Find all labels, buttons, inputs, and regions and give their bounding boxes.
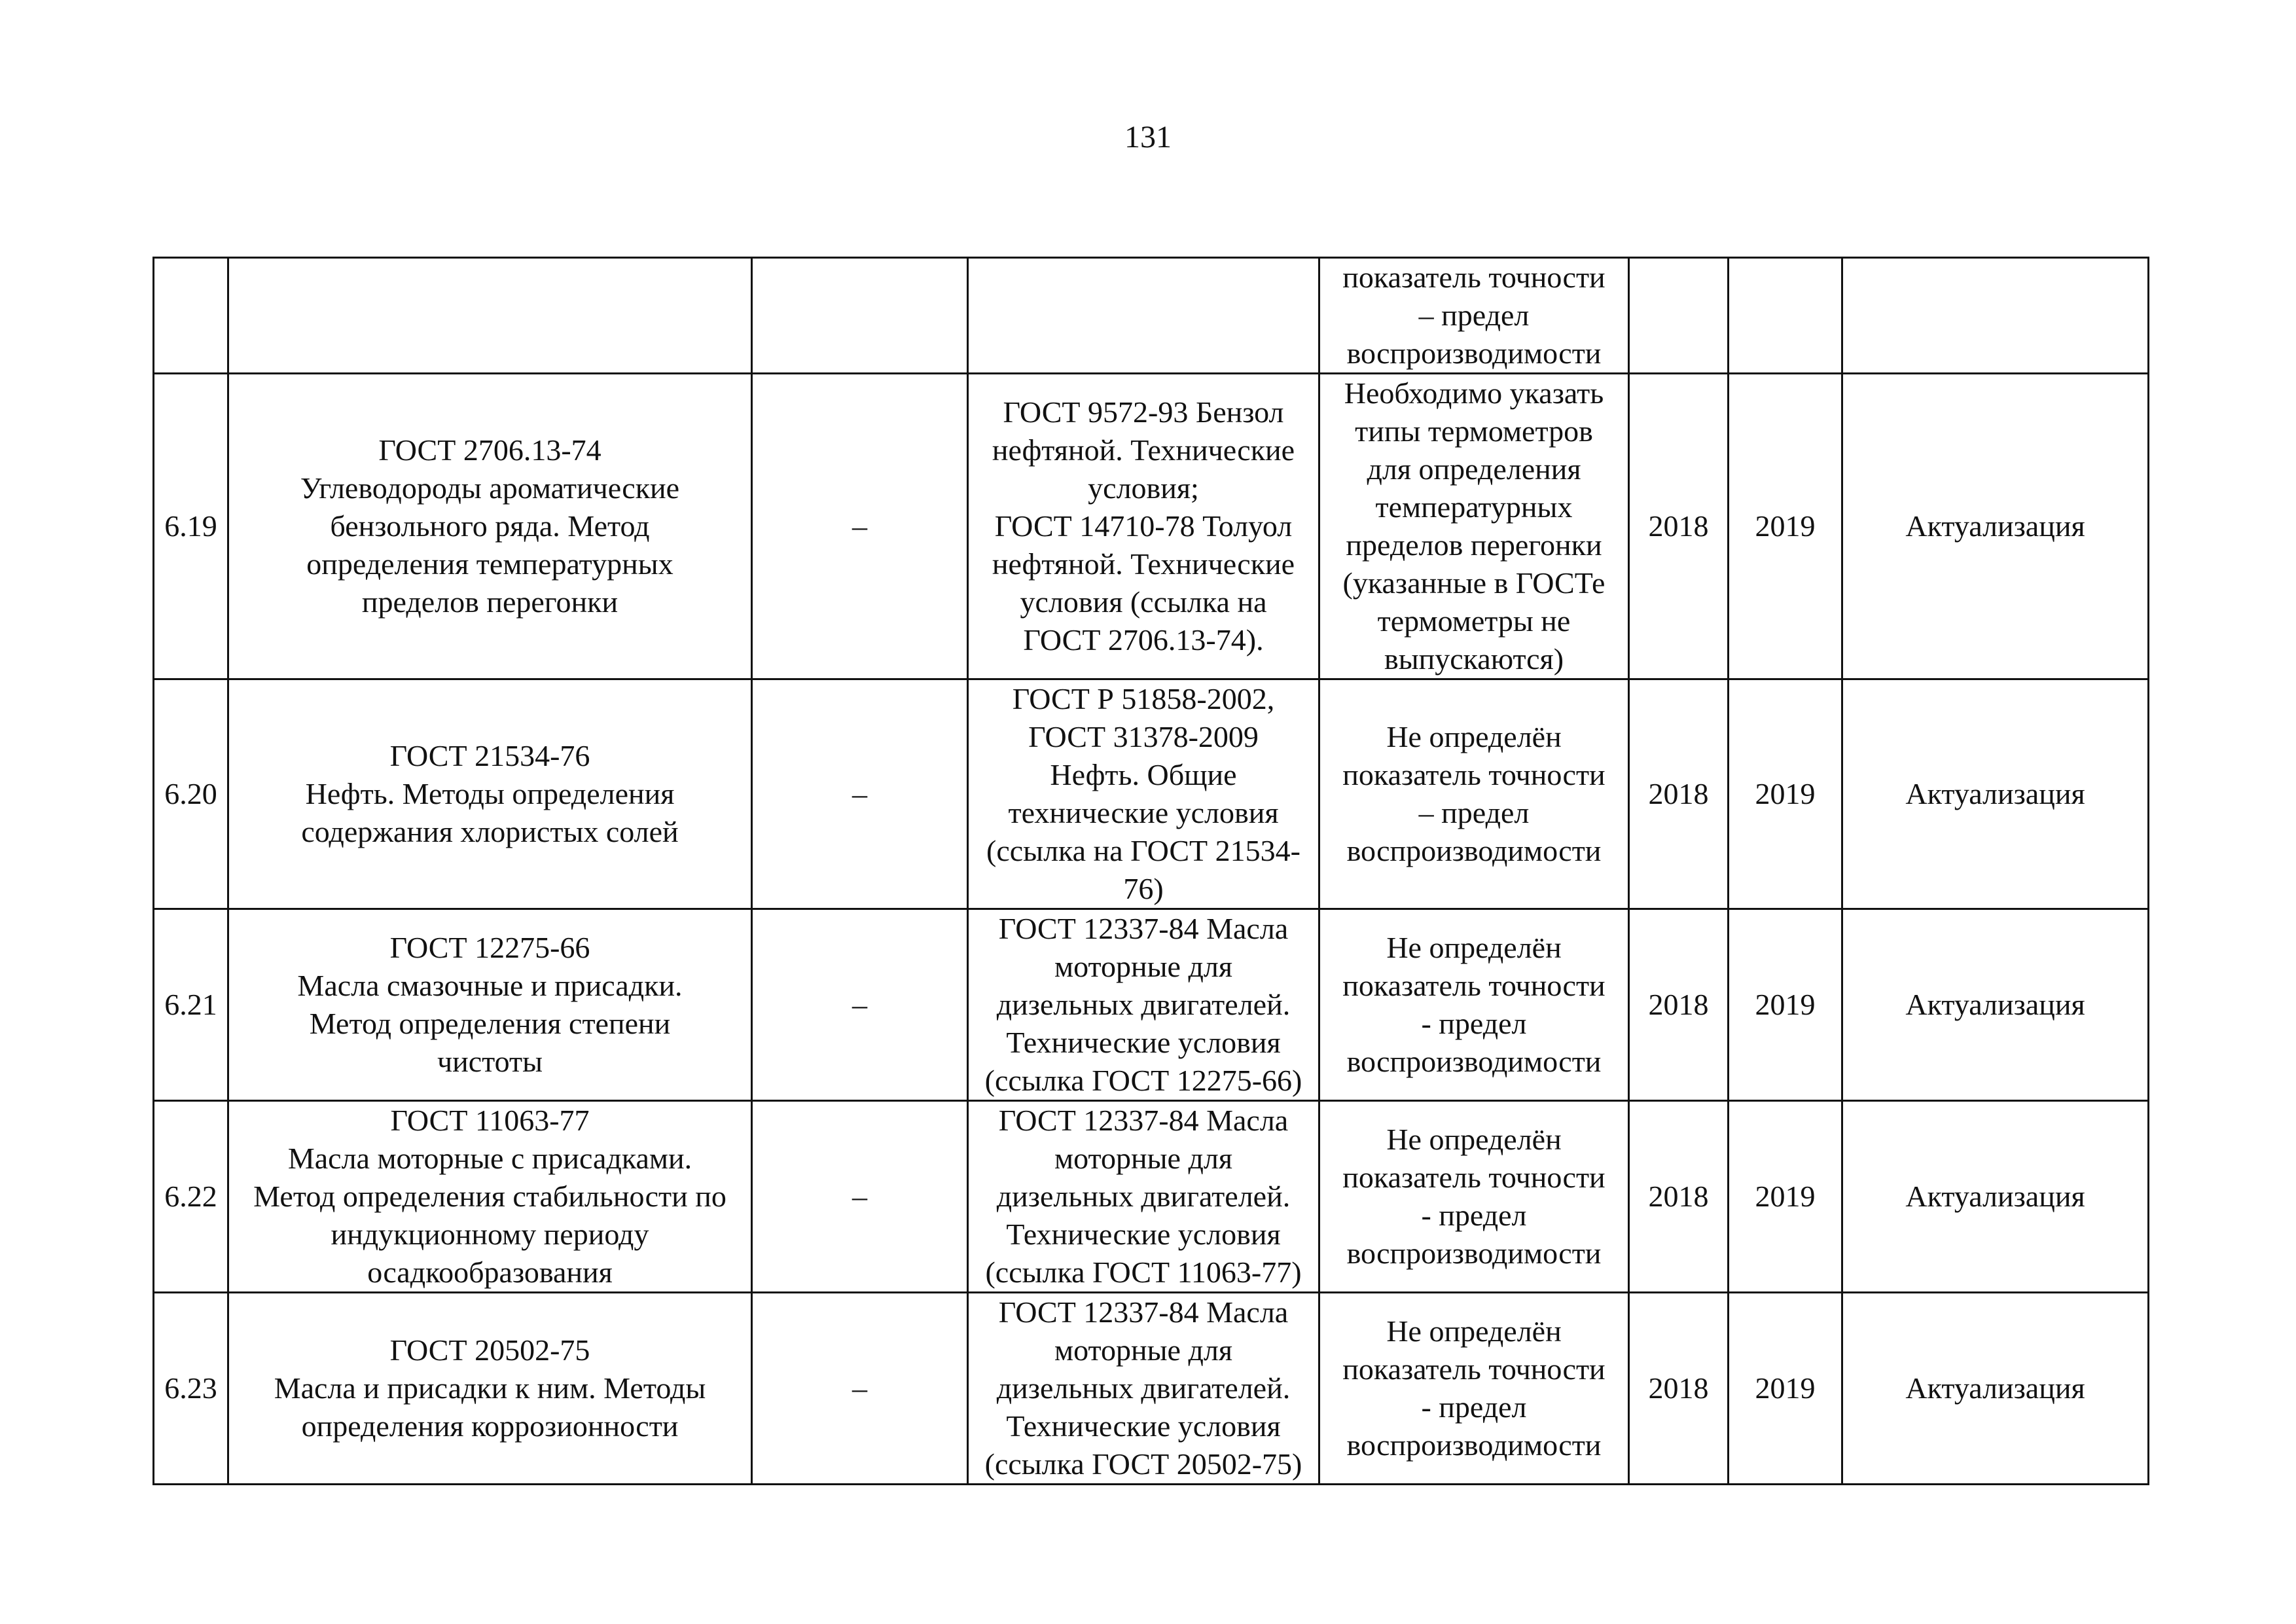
reference-line: моторные для	[1054, 1333, 1232, 1367]
reference-line: 76)	[1123, 872, 1164, 905]
reference-line: Технические условия	[1006, 1218, 1281, 1251]
note-line: (указанные в ГОСТе	[1342, 566, 1605, 600]
reference-line: ГОСТ 12337-84 Масла	[998, 912, 1289, 945]
standard-line: Нефть. Методы определения	[305, 777, 675, 810]
reference-line: дизельных двигателей.	[996, 988, 1291, 1021]
cell-num: 6.19	[154, 374, 228, 679]
standard-line: Метод определения стабильности по	[253, 1180, 726, 1213]
table-row	[154, 909, 2149, 1101]
table-row-continuation	[154, 258, 2149, 374]
table-row	[154, 1101, 2149, 1293]
note-line: воспроизводимости	[1346, 1428, 1602, 1462]
reference-line: (ссылка ГОСТ 11063-77)	[985, 1255, 1302, 1289]
reference-line: моторные для	[1054, 950, 1232, 983]
reference-line: (ссылка ГОСТ 12275-66)	[984, 1064, 1302, 1097]
cell-num: 6.21	[154, 909, 228, 1101]
cell-col3: –	[752, 1293, 968, 1485]
standard-line: ГОСТ 2706.13-74	[378, 433, 601, 467]
reference-line: Нефть. Общие	[1050, 758, 1237, 791]
reference-line: ГОСТ 9572-93 Бензол	[1003, 395, 1284, 429]
note-line: Не определён	[1386, 720, 1562, 753]
note-line: показатель точности	[1342, 758, 1605, 791]
note-line: – предел	[1418, 796, 1530, 829]
cell-reference	[968, 909, 1319, 1101]
cell-action: Актуализация	[1842, 679, 2149, 909]
note-line: выпускаются)	[1384, 642, 1564, 676]
note-line: Не определён	[1386, 1123, 1562, 1156]
reference-line: (ссылка ГОСТ 20502-75)	[984, 1447, 1302, 1481]
reference-line: ГОСТ 12337-84 Масла	[998, 1295, 1289, 1329]
note-line: температурных	[1375, 490, 1573, 524]
reference-line: ГОСТ 31378-2009	[1028, 720, 1259, 753]
reference-line: Технические условия	[1006, 1409, 1281, 1443]
reference-line: Технические условия	[1006, 1026, 1281, 1059]
cell-year-start: 2018	[1629, 679, 1729, 909]
cell-reference	[968, 258, 1319, 374]
note-line: – предел	[1418, 298, 1530, 332]
cell-note	[1319, 679, 1629, 909]
table-row	[154, 679, 2149, 909]
note-line: типы термометров	[1355, 414, 1593, 448]
cell-col3	[752, 258, 968, 374]
reference-line: технические условия	[1008, 796, 1279, 829]
cell-num: 6.20	[154, 679, 228, 909]
reference-line: (ссылка на ГОСТ 21534-	[986, 834, 1300, 867]
reference-line: ГОСТ 2706.13-74).	[1023, 623, 1264, 657]
note-line: - предел	[1421, 1390, 1527, 1424]
standard-line: Масла смазочные и присадки.	[297, 969, 683, 1002]
cell-standard	[228, 1293, 752, 1485]
cell-col3: –	[752, 679, 968, 909]
standard-line: ГОСТ 12275-66	[389, 931, 590, 964]
table-row	[154, 1293, 2149, 1485]
reference-line: условия;	[1088, 471, 1199, 505]
table-row	[154, 374, 2149, 679]
cell-num: 6.23	[154, 1293, 228, 1485]
note-line: воспроизводимости	[1346, 1045, 1602, 1078]
note-line: - предел	[1421, 1007, 1527, 1040]
standard-line: определения коррозионности	[301, 1409, 679, 1443]
cell-reference	[968, 1101, 1319, 1293]
standard-line: осадкообразования	[367, 1255, 613, 1289]
standard-line: Углеводороды ароматические	[300, 471, 680, 505]
standard-line: ГОСТ 11063-77	[390, 1104, 590, 1137]
note-line: Необходимо указать	[1344, 376, 1604, 410]
note-line: воспроизводимости	[1346, 834, 1602, 867]
table-body	[154, 258, 2149, 1485]
standard-line: пределов перегонки	[361, 585, 619, 619]
standards-table	[152, 257, 2149, 1485]
cell-col3: –	[752, 374, 968, 679]
standard-line: бензольного ряда. Метод	[330, 509, 650, 543]
cell-action: Актуализация	[1842, 374, 2149, 679]
reference-line: нефтяной. Технические	[992, 547, 1295, 581]
standard-line: ГОСТ 20502-75	[389, 1333, 590, 1367]
cell-year-start: 2018	[1629, 909, 1729, 1101]
cell-action: Актуализация	[1842, 1101, 2149, 1293]
standard-line: ГОСТ 21534-76	[389, 739, 590, 772]
cell-reference	[968, 374, 1319, 679]
standard-line: Масла моторные с присадками.	[287, 1142, 692, 1175]
reference-line: моторные для	[1054, 1142, 1232, 1175]
standard-line: определения температурных	[306, 547, 673, 581]
cell-year-end: 2019	[1729, 909, 1842, 1101]
note-line: Не определён	[1386, 931, 1562, 964]
cell-year-end: 2019	[1729, 374, 1842, 679]
reference-line: дизельных двигателей.	[996, 1371, 1291, 1405]
cell-note	[1319, 374, 1629, 679]
standard-line: чистоты	[437, 1045, 543, 1078]
note-line: показатель точности	[1342, 1352, 1605, 1386]
cell-num	[154, 258, 228, 374]
page-number: 131	[1124, 120, 1172, 154]
note-line: показатель точности	[1342, 1161, 1605, 1194]
cell-note	[1319, 1101, 1629, 1293]
reference-line: нефтяной. Технические	[992, 433, 1295, 467]
cell-standard	[228, 679, 752, 909]
standard-line: Масла и присадки к ним. Методы	[274, 1371, 706, 1405]
cell-note	[1319, 909, 1629, 1101]
cell-year-end: 2019	[1729, 1101, 1842, 1293]
cell-note	[1319, 1293, 1629, 1485]
reference-line: ГОСТ 14710-78 Толуол	[994, 509, 1293, 543]
note-line: термометры не	[1377, 604, 1571, 638]
cell-action: Актуализация	[1842, 1293, 2149, 1485]
cell-reference	[968, 679, 1319, 909]
cell-note	[1319, 258, 1629, 374]
standard-line: индукционному периоду	[331, 1218, 649, 1251]
cell-year-start: 2018	[1629, 374, 1729, 679]
cell-standard	[228, 374, 752, 679]
note-line: воспроизводимости	[1346, 336, 1602, 370]
reference-line: условия (ссылка на	[1020, 585, 1267, 619]
cell-year-start	[1629, 258, 1729, 374]
cell-num: 6.22	[154, 1101, 228, 1293]
note-line: показатель точности	[1342, 261, 1605, 294]
cell-action	[1842, 258, 2149, 374]
cell-standard	[228, 258, 752, 374]
reference-line: ГОСТ 12337-84 Масла	[998, 1104, 1289, 1137]
cell-standard	[228, 909, 752, 1101]
cell-action: Актуализация	[1842, 909, 2149, 1101]
note-line: - предел	[1421, 1199, 1527, 1232]
cell-year-start: 2018	[1629, 1101, 1729, 1293]
reference-line: ГОСТ Р 51858-2002,	[1012, 682, 1275, 715]
note-line: воспроизводимости	[1346, 1236, 1602, 1270]
standard-line: содержания хлористых солей	[301, 815, 679, 848]
reference-line: дизельных двигателей.	[996, 1180, 1291, 1213]
cell-year-start: 2018	[1629, 1293, 1729, 1485]
cell-reference	[968, 1293, 1319, 1485]
standard-line: Метод определения степени	[309, 1007, 671, 1040]
cell-standard	[228, 1101, 752, 1293]
cell-col3: –	[752, 909, 968, 1101]
note-line: для определения	[1367, 452, 1581, 486]
cell-col3: –	[752, 1101, 968, 1293]
cell-year-end	[1729, 258, 1842, 374]
cell-year-end: 2019	[1729, 1293, 1842, 1485]
note-line: показатель точности	[1342, 969, 1605, 1002]
cell-year-end: 2019	[1729, 679, 1842, 909]
note-line: Не определён	[1386, 1314, 1562, 1348]
note-line: пределов перегонки	[1346, 528, 1602, 562]
